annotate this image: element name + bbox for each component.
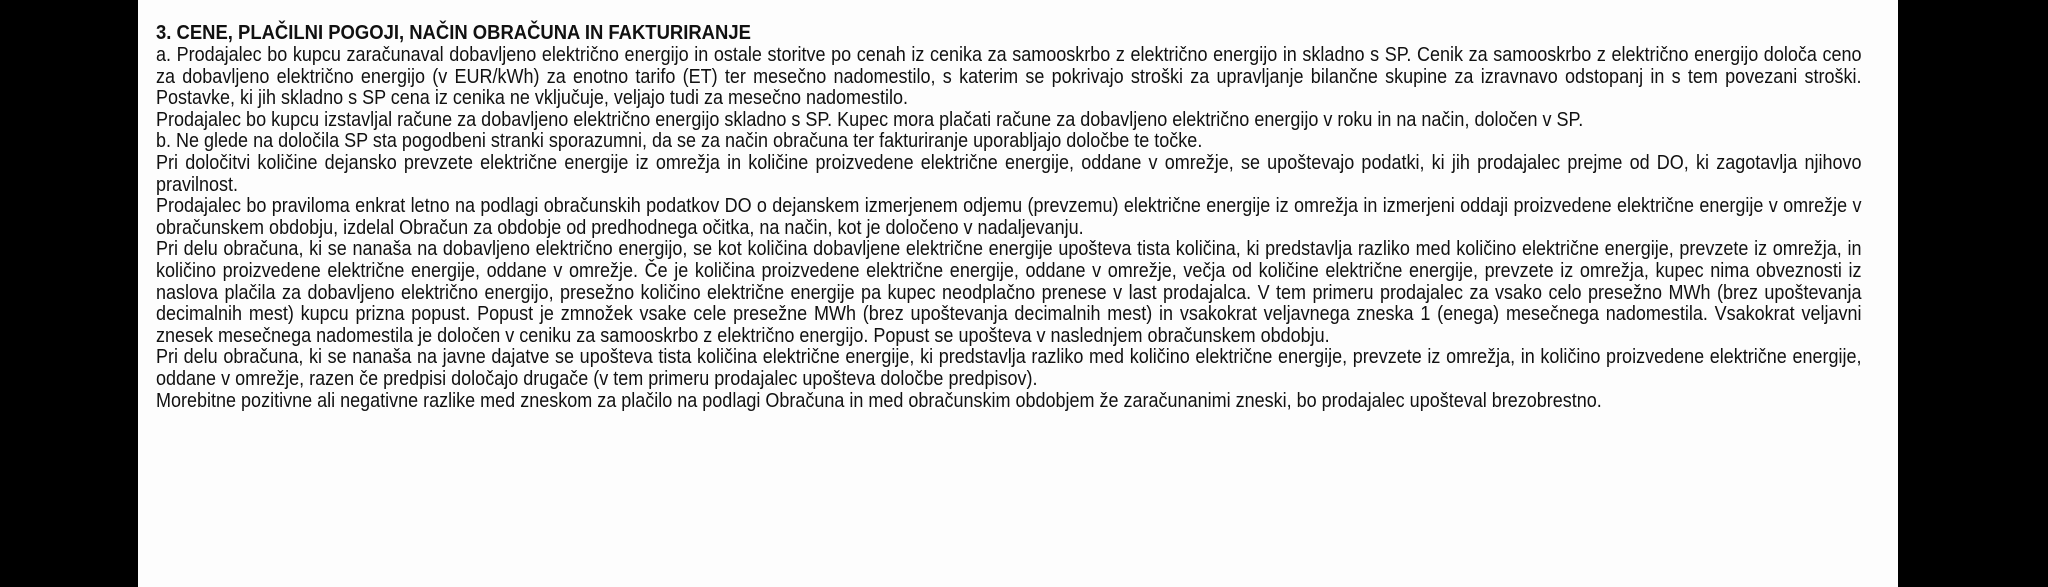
section-heading: 3. CENE, PLAČILNI POGOJI, NAČIN OBRAČUNA IN FAKTURIRANJE (156, 21, 751, 44)
contract-section (156, 21, 1862, 412)
paragraph-annual-settlement: Prodajalec bo praviloma enkrat letno na podlagi obračunskih podatkov DO o dejanskem izmerjenem odjemu (prevzemu) električne energije iz omrežja in izmerjeni oddaji proizvedene električne energije v omrežje v obračunskem obdobju, izdelal Obračun za obdobje od predhodnega očitka, na način, kot je določeno v nadaljevanju. (156, 195, 1862, 239)
paragraph-b-agreement: b. Ne glede na določila SP sta pogodbeni stranki sporazumni, da se za način obračuna ter fakturiranje uporabljajo določbe te točke. (156, 130, 1203, 153)
paragraph-invoicing: Prodajalec bo kupcu izstavljal račune za dobavljeno električno energijo skladno s SP. Kupec mora plačati račune za dobavljeno električno energijo v roku in na način, določen v SP. (156, 108, 1584, 131)
paragraph-supplied-energy-settlement: Pri delu obračuna, ki se nanaša na dobavljeno električno energijo, se kot količina dobavljene električne energije upošteva tista količina, ki predstavlja razliko med količino električne energije, prevzete iz omrežja, in količino proizvedene električne energije, oddane v omrežje. Če je količina proizvedene električne energije, oddane v omrežje, večja od količine električne energije, prevzete iz omrežja, kupec nima obveznosti iz naslova plačila za dobavljeno električno energijo, presežno količino električne energije pa kupec neodplačno prenese v last prodajalca. V tem primeru prodajalec za vsako celo presežno MWh (brez upoštevanja decimalnih mest) kupcu prizna popust. Popust je zmnožek vsake cele presežne MWh (brez upoštevanja decimalnih mest) in vsakokrat veljavnega zneska 1 (enega) mesečnega nadomestila. Vsakokrat veljavni znesek mesečnega nadomestila je določen v ceniku za samooskrbo z električno energijo. Popust se upošteva v naslednjem obračunskem obdobju. (156, 238, 1862, 347)
paragraph-public-charges: Pri delu obračuna, ki se nanaša na javne dajatve se upošteva tista količina električne energije, ki predstavlja razliko med količino električne energije, prevzete iz omrežja, in količino proizvedene električne energije, oddane v omrežje, razen če predpisi določajo drugače (v tem primeru prodajalec upošteva določbe predpisov). (156, 346, 1862, 390)
document-page (138, 0, 1898, 587)
paragraph-a-pricing: a. Prodajalec bo kupcu zaračunaval dobavljeno električno energijo in ostale storitve po cenah iz cenika za samooskrbo z električno energijo in skladno s SP. Cenik za samooskrbo z električno energijo določa ceno za dobavljeno električno energijo (v EUR/kWh) za enotno tarifo (ET) ter mesečno nadomestilo, s katerim se pokrivajo stroški za upravljanje bilančne skupine za izravnavo odstopanj in s tem povezani stroški. Postavke, ki jih skladno s SP cena iz cenika ne vključuje, veljajo tudi za mesečno nadomestilo. (156, 44, 1862, 110)
paragraph-differences: Morebitne pozitivne ali negativne razlike med zneskom za plačilo na podlagi Obračuna in med obračunskim obdobjem že zaračunanimi zneski, bo prodajalec upošteval brezobrestno. (156, 389, 1602, 412)
paragraph-quantity-determination: Pri določitvi količine dejansko prevzete električne energije iz omrežja in količine proizvedene električne energije, oddane v omrežje, se upoštevajo podatki, ki jih prodajalec prejme od DO, ki zagotavlja njihovo pravilnost. (156, 151, 1862, 196)
